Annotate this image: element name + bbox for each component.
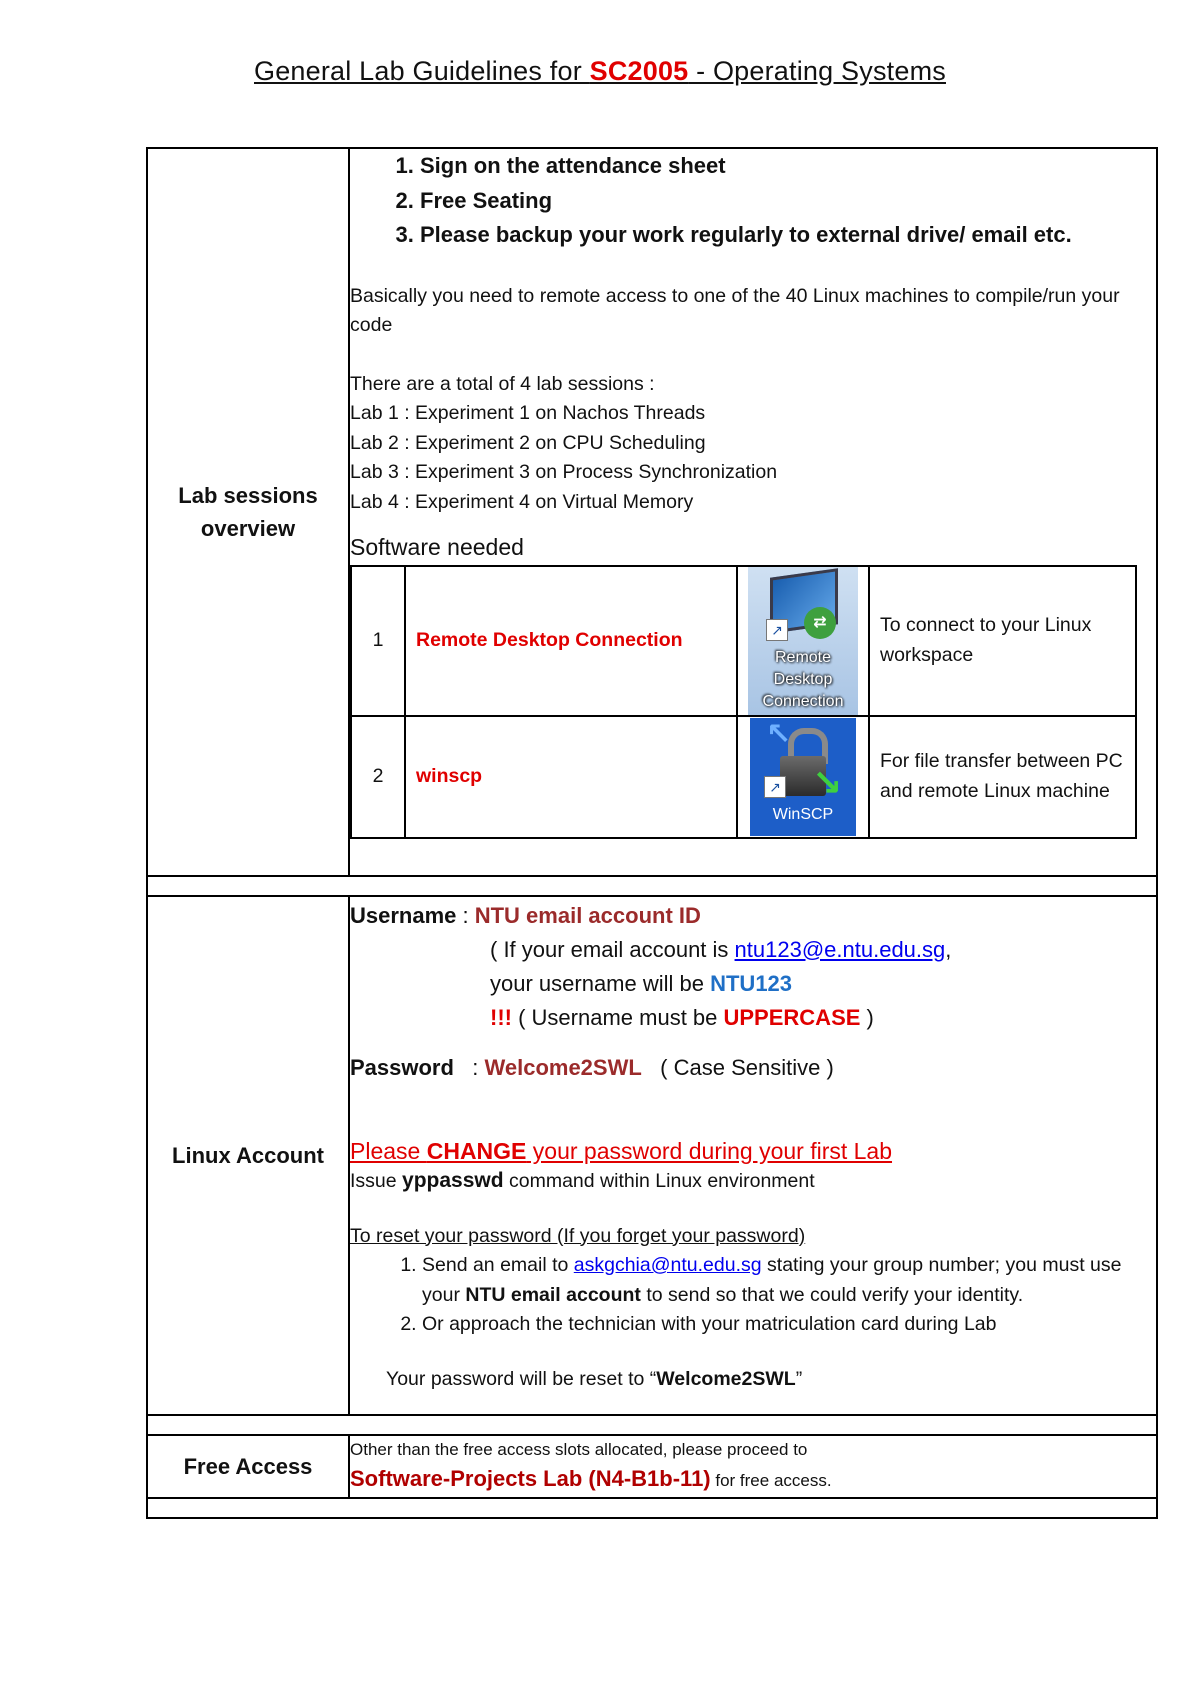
lab-sessions-label-text: Lab sessions overview [178, 482, 318, 541]
reset-steps [350, 1251, 1156, 1340]
issue-command-line [350, 1166, 1156, 1197]
session-item: Lab 1 : Experiment 1 on Nachos Threads [350, 402, 706, 424]
icon-caption: WinSCP [772, 805, 834, 823]
password-value: Welcome2SWL [484, 1054, 642, 1080]
uppercase-suffix: ) [860, 1004, 874, 1030]
reset-result-prefix: Your password will be reset to “ [386, 1367, 657, 1390]
page-title [0, 56, 1200, 87]
example-email-link[interactable]: ntu123@e.ntu.edu.sg [734, 936, 946, 962]
remote-access-note: Basically you need to remote access to one of the 40 Linux machines to compile/run your code [350, 284, 1120, 336]
username-result-value: NTU123 [710, 970, 793, 996]
linux-account-label: Linux Account [147, 896, 349, 1416]
software-row [351, 716, 1136, 838]
uppercase-warning [350, 1001, 1156, 1035]
software-num: 1 [351, 566, 405, 716]
reset-email-link[interactable]: askgchia@ntu.edu.sg [573, 1254, 762, 1276]
guidelines-table [146, 147, 1158, 1519]
result-prefix: your username will be [490, 970, 711, 996]
reset-result-value: Welcome2SWL [656, 1367, 796, 1390]
username-label: Username [350, 902, 457, 928]
rule-item: 3. Please backup your work regularly to external drive/ email etc. [420, 218, 1156, 253]
free-access-lab-name: Software-Projects Lab (N4-B1b-11) [350, 1466, 711, 1491]
change-password-notice [350, 1137, 1156, 1167]
rule-item: 1. Sign on the attendance sheet [420, 149, 1156, 184]
software-name: winscp [405, 716, 737, 838]
software-icon-cell [737, 566, 869, 716]
reset-result [350, 1365, 1156, 1395]
password-label: Password [350, 1054, 454, 1080]
username-line: Username : NTU email account ID [350, 902, 701, 928]
example-suffix: , [945, 936, 952, 962]
free-access-label: Free Access [147, 1435, 349, 1498]
course-code: SC2005 [589, 56, 689, 86]
reset-step1-suffix: to send so that we could verify your identity. [640, 1283, 1024, 1306]
reset-step [422, 1251, 1156, 1310]
lab-sessions-label [147, 148, 349, 876]
software-heading: Software needed [350, 534, 524, 560]
free-access-suffix: for free access. [710, 1471, 832, 1490]
winscp-icon: ↖ ↘ ↗ WinSCP [750, 718, 856, 836]
change-prefix: Please [350, 1137, 427, 1164]
free-access-line2 [350, 1464, 1156, 1495]
remote-desktop-icon: ⇄ ↗ Remote Desktop Connection [748, 567, 858, 715]
software-icon-cell [737, 716, 869, 838]
free-access-content [349, 1435, 1157, 1498]
change-suffix: your password during your first Lab [526, 1137, 893, 1164]
reset-step1-prefix: Send an email to [422, 1254, 574, 1276]
rule-item: 2. Free Seating [420, 184, 1156, 219]
sessions-intro: There are a total of 4 lab sessions : [350, 372, 655, 395]
software-num: 2 [351, 716, 405, 838]
warning-marks: !!! [490, 1004, 512, 1030]
session-item: Lab 4 : Experiment 4 on Virtual Memory [350, 490, 694, 513]
reset-step: 2. Or approach the technician with your matriculation card during Lab [422, 1310, 1156, 1340]
issue-prefix: Issue [350, 1170, 403, 1192]
software-description: For file transfer between PC and remote Linux machine [869, 716, 1136, 838]
issue-suffix: command within Linux environment [503, 1170, 815, 1192]
session-item: Lab 2 : Experiment 2 on CPU Scheduling [350, 431, 706, 454]
spacer-row [147, 876, 1157, 896]
yppasswd-command: yppasswd [402, 1169, 504, 1192]
username-example [350, 933, 1156, 967]
lab-rules-list [350, 149, 1156, 253]
title-prefix: General Lab Guidelines for [254, 56, 590, 86]
software-name: Remote Desktop Connection [405, 566, 737, 716]
linux-account-content [349, 896, 1157, 1416]
title-suffix: - Operating Systems [688, 56, 946, 86]
software-row [351, 566, 1136, 716]
reset-result-suffix: ” [795, 1367, 803, 1390]
username-value: NTU email account ID [474, 902, 701, 928]
uppercase-prefix: ( Username must be [511, 1004, 724, 1030]
free-access-line1: Other than the free access slots allocated, please proceed to [350, 1440, 808, 1459]
lab-sessions-row [147, 148, 1157, 876]
session-item: Lab 3 : Experiment 3 on Process Synchronization [350, 461, 778, 483]
lab-sessions-content [349, 148, 1157, 876]
linux-account-row [147, 896, 1157, 1416]
example-prefix: ( If your email account is [490, 936, 735, 962]
reset-step1-bold: NTU email account [465, 1283, 641, 1306]
software-description: To connect to your Linux workspace [869, 566, 1136, 716]
spacer-row [147, 1415, 1157, 1435]
uppercase-word: UPPERCASE [723, 1004, 861, 1030]
reset-step1-mid: stating your group number; you must use your [422, 1254, 1122, 1306]
change-word: CHANGE [426, 1137, 527, 1164]
free-access-row [147, 1435, 1157, 1498]
username-result [350, 967, 1156, 1001]
spacer-row [147, 1498, 1157, 1518]
icon-caption: Remote Desktop Connection [762, 648, 844, 710]
password-line: Password : Welcome2SWL ( Case Sensitive ) [350, 1054, 834, 1080]
software-table [350, 565, 1137, 839]
password-note: ( Case Sensitive ) [660, 1054, 834, 1080]
reset-heading: To reset your password (If you forget your password) [350, 1224, 806, 1247]
